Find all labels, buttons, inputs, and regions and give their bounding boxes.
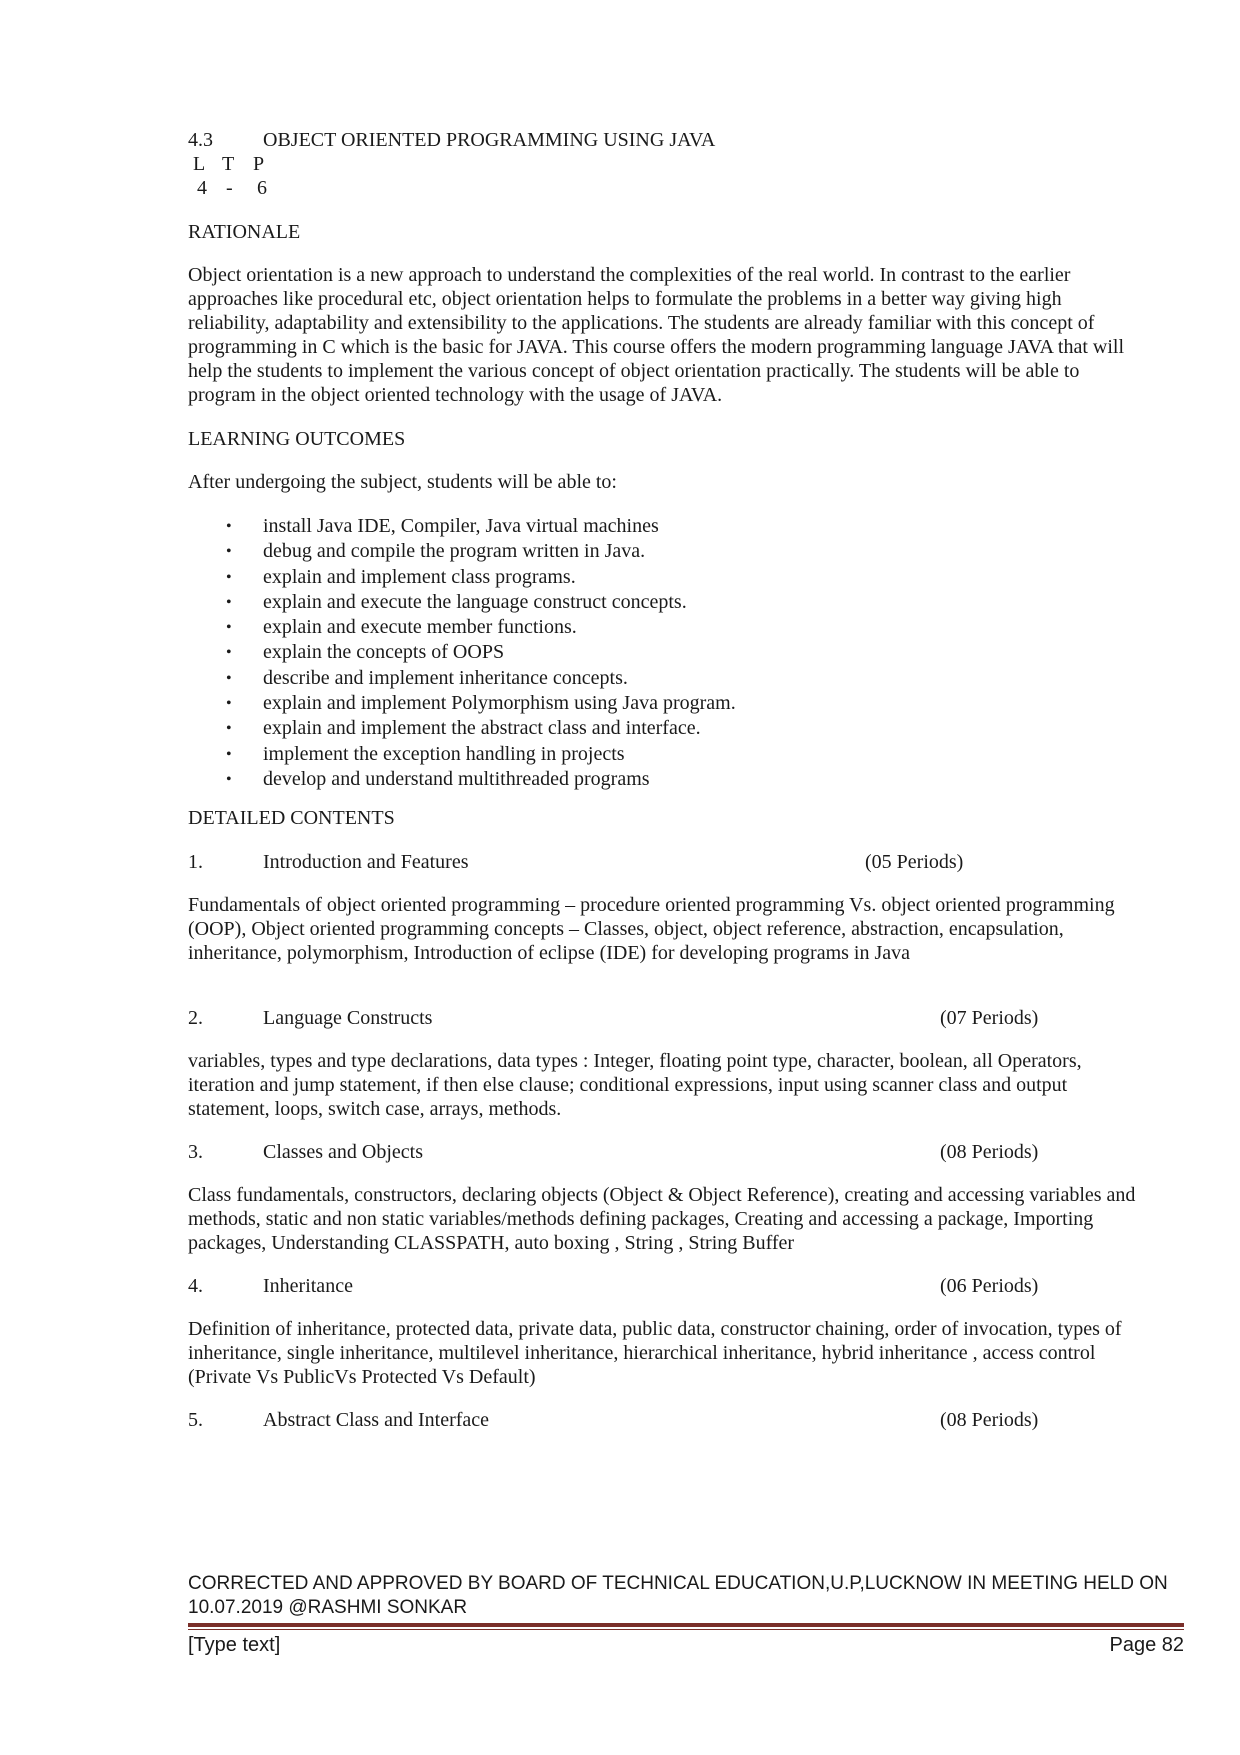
unit-line: variables, types and type declarations, data types : Integer, floating point type, character, boolean, all Operators, — [188, 1050, 1082, 1073]
unit-header — [188, 1140, 1188, 1164]
ltp-values — [188, 176, 1188, 200]
ltp-label-l: L — [193, 153, 206, 175]
unit-number: 5. — [188, 1409, 203, 1432]
unit-description — [188, 1183, 1188, 1255]
ltp-label-p: P — [253, 153, 265, 175]
list-item-text: explain the concepts of OOPS — [263, 641, 505, 664]
unit-number: 2. — [188, 1007, 203, 1030]
bullet-icon: • — [226, 770, 232, 788]
unit-line: inheritance, single inheritance, multilevel inheritance, hierarchical inheritance, hybrid inheritance , access control — [188, 1342, 1096, 1365]
list-item-text: explain and execute member functions. — [263, 616, 577, 639]
unit-periods: (08 Periods) — [940, 1141, 1039, 1164]
unit-header — [188, 1274, 1188, 1298]
outcomes-list — [188, 514, 1188, 792]
ltp-value-t: - — [226, 177, 233, 199]
list-item — [188, 539, 1188, 564]
approval-note-line: CORRECTED AND APPROVED BY BOARD OF TECHNICAL EDUCATION,U.P,LUCKNOW IN MEETING HELD ON — [188, 1573, 1168, 1594]
unit-line: Fundamentals of object oriented programming – procedure oriented programming Vs. object oriented programming — [188, 894, 1115, 917]
unit-line: Class fundamentals, constructors, declaring objects (Object & Object Reference), creating and accessing variables and — [188, 1184, 1136, 1207]
ltp-value-p: 6 — [257, 177, 267, 199]
unit-description — [188, 1049, 1188, 1121]
list-item-text: explain and implement class programs. — [263, 565, 576, 588]
list-item-text: develop and understand multithreaded programs — [263, 767, 650, 790]
list-item-text: describe and implement inheritance concepts. — [263, 666, 628, 689]
bullet-icon: • — [226, 720, 232, 738]
unit-periods: (07 Periods) — [940, 1007, 1039, 1030]
unit-title: Language Constructs — [263, 1007, 433, 1030]
approval-note — [188, 1572, 1188, 1620]
document-page — [188, 128, 1188, 1432]
rationale-line: program in the object oriented technology with the usage of JAVA. — [188, 384, 723, 406]
rationale-line: approaches like procedural etc, object orientation helps to formulate the problems in a better way giving high — [188, 288, 1062, 310]
rationale-line: Object orientation is a new approach to understand the complexities of the real world. In contrast to the earlier — [188, 264, 1071, 286]
bullet-icon: • — [226, 695, 232, 713]
unit-description — [188, 1317, 1188, 1389]
unit-title: Abstract Class and Interface — [263, 1409, 490, 1432]
unit-periods: (08 Periods) — [940, 1409, 1039, 1432]
course-header — [188, 128, 1188, 152]
list-item — [188, 716, 1188, 741]
unit-header — [188, 1006, 1188, 1030]
bullet-icon: • — [226, 644, 232, 662]
list-item — [188, 691, 1188, 716]
unit-line: iteration and jump statement, if then else clause; conditional expressions, input using scanner class and output — [188, 1074, 1068, 1097]
footer-placeholder-text: [Type text] — [188, 1634, 281, 1656]
bullet-icon: • — [226, 568, 232, 586]
list-item — [188, 565, 1188, 590]
contents-heading: DETAILED CONTENTS — [188, 807, 395, 830]
unit-title: Inheritance — [263, 1275, 353, 1298]
bullet-icon: • — [226, 518, 232, 535]
unit-periods: (05 Periods) — [865, 851, 964, 874]
list-item-text: implement the exception handling in projects — [263, 742, 625, 765]
unit-periods: (06 Periods) — [940, 1275, 1039, 1298]
course-number: 4.3 — [188, 129, 213, 151]
unit-line: statement, loops, switch case, arrays, methods. — [188, 1098, 562, 1121]
list-item-text: explain and implement Polymorphism using Java program. — [263, 692, 736, 715]
list-item — [188, 767, 1188, 792]
rationale-line: reliability, adaptability and extensibility to the applications. The students are already familiar with this concept of — [188, 312, 1095, 334]
unit-line: inheritance, polymorphism, Introduction of eclipse (IDE) for developing programs in Java — [188, 942, 911, 965]
rationale-line: help the students to implement the various concept of object orientation practically. The students will be able to — [188, 360, 1080, 382]
unit-line: methods, static and non static variables/methods defining packages, Creating and accessing a package, Importing — [188, 1208, 1094, 1231]
unit-number: 1. — [188, 851, 203, 874]
course-title: OBJECT ORIENTED PROGRAMMING USING JAVA — [263, 129, 716, 151]
bullet-icon: • — [226, 543, 232, 561]
bullet-icon: • — [226, 619, 232, 637]
ltp-value-l: 4 — [197, 177, 207, 199]
bullet-icon: • — [226, 593, 232, 611]
unit-line: Definition of inheritance, protected data, private data, public data, constructor chaining, order of invocation, types of — [188, 1318, 1122, 1341]
unit-line: (Private Vs PublicVs Protected Vs Default) — [188, 1366, 536, 1389]
unit-line: packages, Understanding CLASSPATH, auto boxing , String , String Buffer — [188, 1232, 795, 1255]
bullet-icon: • — [226, 669, 232, 687]
rationale-heading: RATIONALE — [188, 221, 301, 243]
unit-line: (OOP), Object oriented programming concepts – Classes, object, object reference, abstraction, encapsulation, — [188, 918, 1064, 941]
list-item-text: install Java IDE, Compiler, Java virtual machines — [263, 515, 659, 537]
unit-title: Classes and Objects — [263, 1141, 423, 1164]
list-item — [188, 514, 1188, 539]
list-item — [188, 590, 1188, 615]
list-item — [188, 615, 1188, 640]
list-item-text: explain and execute the language construct concepts. — [263, 590, 687, 613]
bullet-icon: • — [226, 745, 232, 763]
unit-header — [188, 1408, 1188, 1432]
footer-rule-thick — [188, 1623, 1184, 1627]
list-item — [188, 640, 1188, 665]
outcomes-heading: LEARNING OUTCOMES — [188, 428, 406, 450]
ltp-label-t: T — [222, 153, 235, 175]
list-item — [188, 742, 1188, 767]
approval-note-line: 10.07.2019 @RASHMI SONKAR — [188, 1597, 468, 1618]
ltp-labels — [188, 152, 1188, 176]
unit-title: Introduction and Features — [263, 851, 469, 874]
unit-number: 4. — [188, 1275, 203, 1298]
list-item — [188, 666, 1188, 691]
list-item-text: explain and implement the abstract class and interface. — [263, 717, 701, 740]
outcomes-intro: After undergoing the subject, students will be able to: — [188, 471, 617, 493]
list-item-text: debug and compile the program written in Java. — [263, 540, 646, 563]
unit-number: 3. — [188, 1141, 203, 1164]
page-number: Page 82 — [1109, 1634, 1184, 1656]
unit-description — [188, 893, 1188, 965]
rationale-line: programming in C which is the basic for JAVA. This course offers the modern programming language JAVA that will — [188, 336, 1124, 358]
unit-header — [188, 850, 1188, 874]
rationale-paragraph — [188, 263, 1188, 407]
footer-rule-thin — [188, 1629, 1184, 1630]
